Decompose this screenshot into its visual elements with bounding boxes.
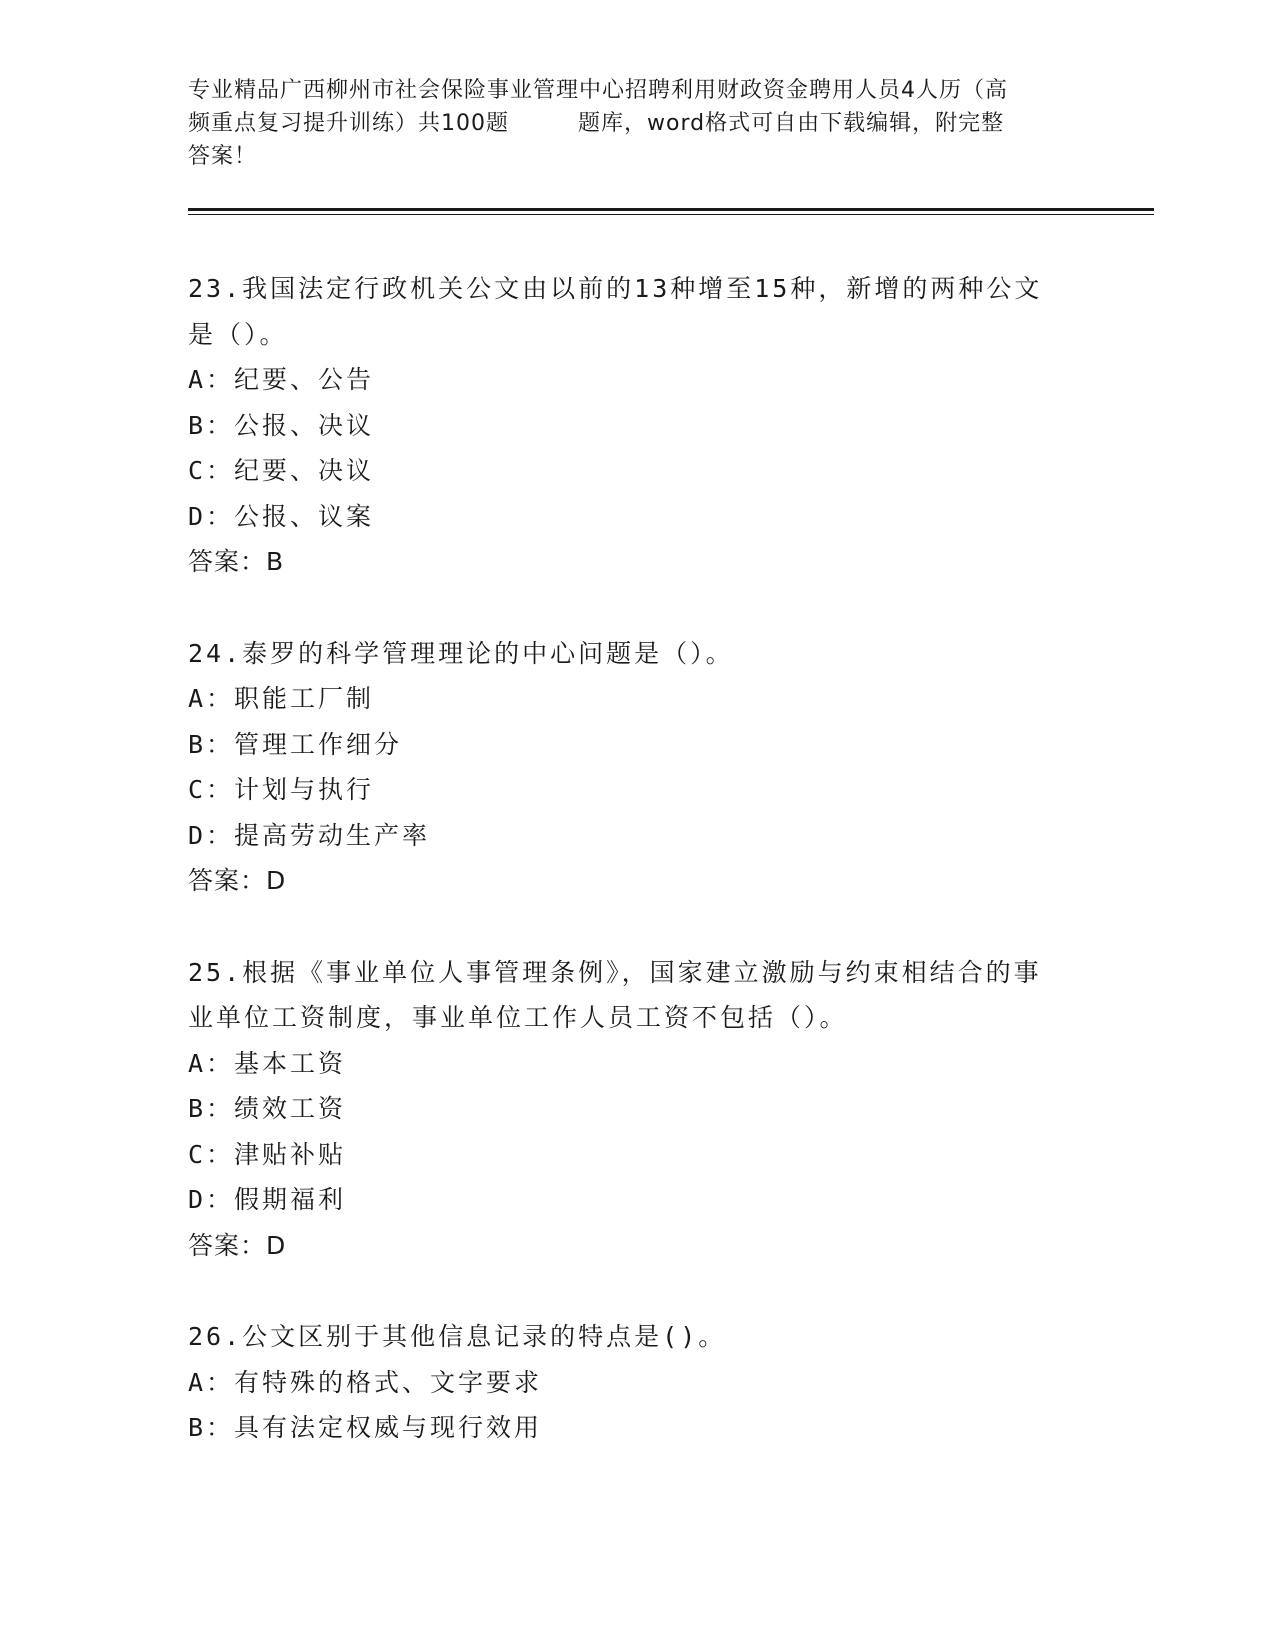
question-text: 25.根据《事业单位人事管理条例》，国家建立激励与约束相结合的事	[188, 957, 1042, 987]
question-26	[188, 1314, 1088, 1451]
option-a: A：纪要、公告	[188, 365, 375, 394]
option-b: B：公报、决议	[188, 410, 375, 440]
header-line-1: 专业精品广西柳州市社会保险事业管理中心招聘利用财政资金聘用人员4人历（高	[188, 78, 1008, 103]
question-23	[188, 266, 1088, 585]
option-a: A：有特殊的格式、文字要求	[188, 1367, 543, 1397]
document-header	[188, 74, 1088, 173]
answer: 答案：B	[188, 547, 285, 576]
question-25	[188, 950, 1088, 1269]
option-b: B：绩效工资	[188, 1094, 347, 1123]
header-divider-thick	[188, 208, 1154, 211]
option-c: C：津贴补贴	[188, 1139, 347, 1169]
option-c: C：计划与执行	[188, 775, 375, 804]
question-text: 26.公文区别于其他信息记录的特点是()。	[188, 1322, 727, 1351]
option-d: D：提高劳动生产率	[188, 820, 431, 850]
question-text: 24.泰罗的科学管理理论的中心问题是（）。	[188, 638, 734, 668]
answer: 答案：D	[188, 866, 287, 895]
question-text: 业单位工资制度，事业单位工作人员工资不包括（）。	[188, 1003, 848, 1032]
option-a: A：职能工厂制	[188, 684, 375, 713]
header-line-3: 答案！	[188, 144, 258, 169]
option-b: B：具有法定权威与现行效用	[188, 1413, 543, 1442]
option-d: D：假期福利	[188, 1185, 347, 1214]
option-c: C：纪要、决议	[188, 456, 375, 485]
question-list	[188, 266, 1088, 1451]
option-b: B：管理工作细分	[188, 729, 403, 759]
option-a: A：基本工资	[188, 1048, 347, 1078]
question-text: 是（）。	[188, 319, 288, 349]
question-text: 23.我国法定行政机关公文由以前的13种增至15种，新增的两种公文	[188, 274, 1043, 303]
header-divider-thin	[188, 214, 1154, 215]
header-line-2: 频重点复习提升训练）共100题 题库，word格式可自由下载编辑，附完整	[188, 111, 1005, 136]
option-d: D：公报、议案	[188, 501, 375, 531]
answer: 答案：D	[188, 1230, 287, 1260]
question-24	[188, 631, 1088, 904]
